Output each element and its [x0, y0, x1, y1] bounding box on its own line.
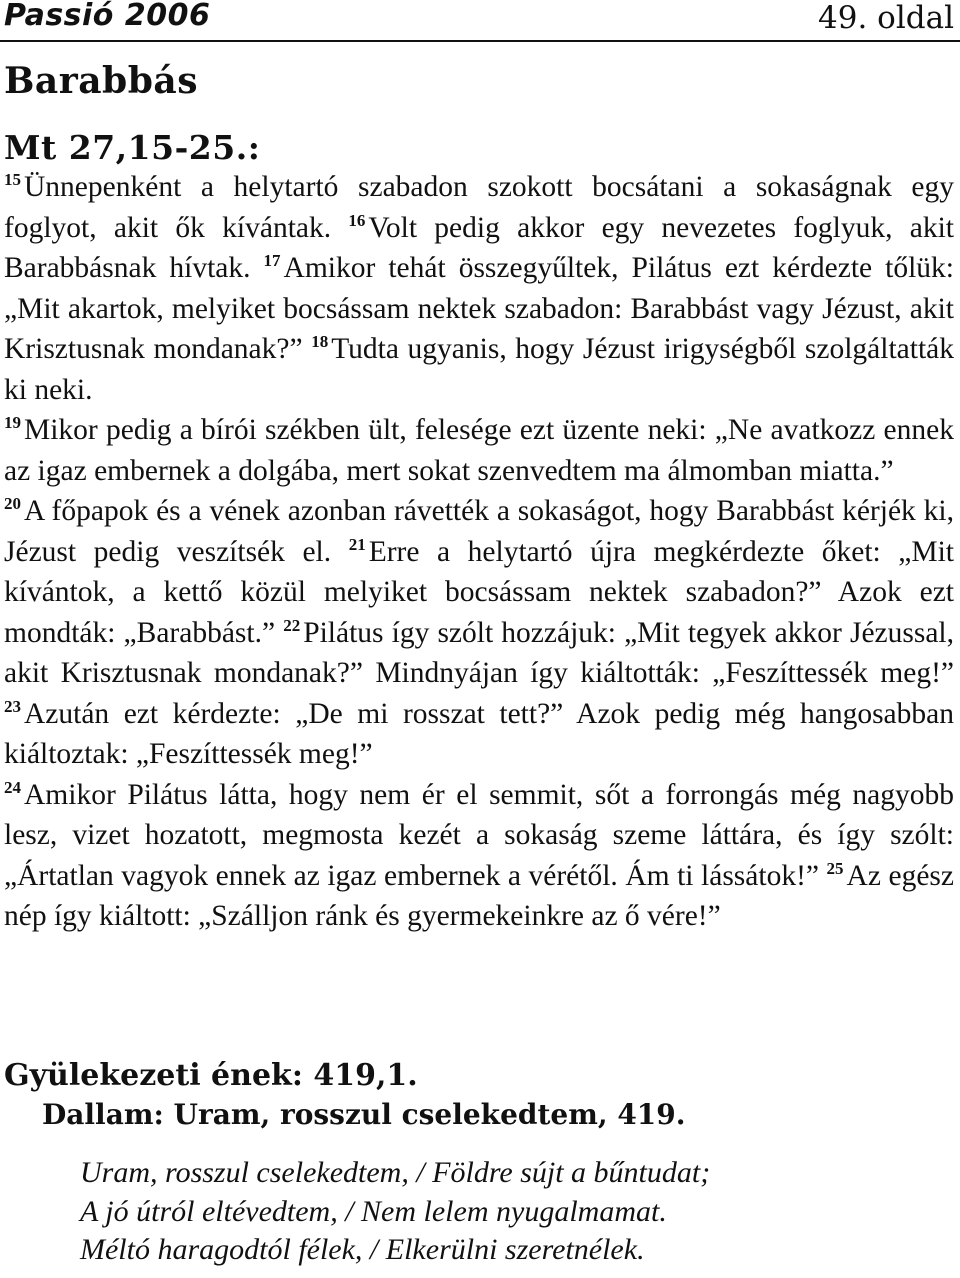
verse-text: Ünnepenként a helytartó szabadon szokott bocsátani a sokaságnak egy foglyot, akit ők kívántak.	[4, 171, 954, 244]
verse-text: A főpapok és a vének azonban rávették a sokaságot, hogy Barabbást kérjék ki, Jézust pedig veszítsék el.	[4, 495, 954, 568]
verse-text: Azután ezt kérdezte: „De mi rosszat tett?” Azok pedig még hangosabban kiáltoztak: „Feszíttessék meg!”	[4, 697, 954, 770]
verse-text: Amikor tehát összegyűltek, Pilátus ezt kérdezte tőlük: „Mit akartok, melyiket bocsássam nektek szabadon: Barabbást vagy Jézust, akit Krisztusnak mondanak?”	[4, 252, 954, 365]
paragraph	[4, 167, 954, 410]
verse-text: Volt pedig akkor egy nevezetes foglyuk, akit Barabbásnak hívtak.	[4, 211, 955, 284]
scripture-reference: Mt 27,15-25.:	[4, 128, 261, 167]
verse-number: 17	[263, 251, 281, 270]
verse-number: 18	[311, 332, 329, 351]
verse-text: Tudta ugyanis, hogy Jézust irigységből szolgáltatták ki neki.	[4, 333, 954, 406]
book-title: Passió 2006	[4, 0, 211, 33]
hymn-line: Méltó haragodtól félek, / Elkerülni szeretnélek.	[80, 1233, 645, 1266]
verse-number: 20	[4, 494, 21, 513]
verse-text: Pilátus így szólt hozzájuk: „Mit tegyek akkor Jézussal, akit Krisztusnak mondanak?” Mindnyájan így kiáltották: „Feszíttessék meg!”	[4, 616, 955, 689]
verse-number: 16	[348, 210, 366, 230]
verse-number: 15	[4, 170, 21, 189]
paragraph	[4, 491, 954, 775]
page-header	[0, 0, 960, 42]
paragraph	[4, 775, 954, 937]
hymn-line: Uram, rosszul cselekedtem, / Földre sújt a bűntudat;	[80, 1156, 711, 1189]
verse-number: 19	[4, 413, 21, 432]
hymn-line: A jó útról eltévedtem, / Nem lelem nyugalmamat.	[80, 1194, 667, 1228]
verse-text: Amikor Pilátus látta, hogy nem ér el semmit, sőt a forrongás még nagyobb lesz, vizet hozatott, megmosta kezét a sokaság szeme láttára, és így szólt: „Ártatlan vagyok ennek az igaz embernek a vérétől. Ám ti lássátok!”	[4, 778, 954, 892]
verse-number: 21	[348, 534, 366, 554]
verse-number: 22	[283, 615, 301, 635]
paragraph	[4, 410, 954, 491]
song-title: Gyülekezeti ének: 419,1.	[4, 1058, 418, 1093]
song-melody: Dallam: Uram, rosszul cselekedtem, 419.	[42, 1098, 686, 1131]
verse-text: Mikor pedig a bírói székben ült, felesége ezt üzente neki: „Ne avatkozz ennek az igaz embernek a dolgába, mert sokat szenvedtem ma álmomban miatta.”	[4, 414, 954, 487]
verse-number: 23	[4, 696, 21, 716]
verse-text: Erre a helytartó újra megkérdezte őket: „Mit kívántok, a kettő közül melyiket bocsássam nektek szabadon?” Azok ezt mondták: „Barabbást.”	[4, 535, 955, 649]
section-title: Barabbás	[4, 60, 198, 102]
page-number: 49. oldal	[818, 0, 954, 36]
verse-number: 24	[4, 777, 21, 797]
verse-text: Az egész nép így kiáltott: „Szálljon ránk és gyermekeinkre az ő vére!”	[4, 859, 954, 932]
verse-number: 25	[826, 858, 844, 878]
hymn-verse	[80, 1154, 940, 1270]
scripture-text	[4, 167, 954, 937]
